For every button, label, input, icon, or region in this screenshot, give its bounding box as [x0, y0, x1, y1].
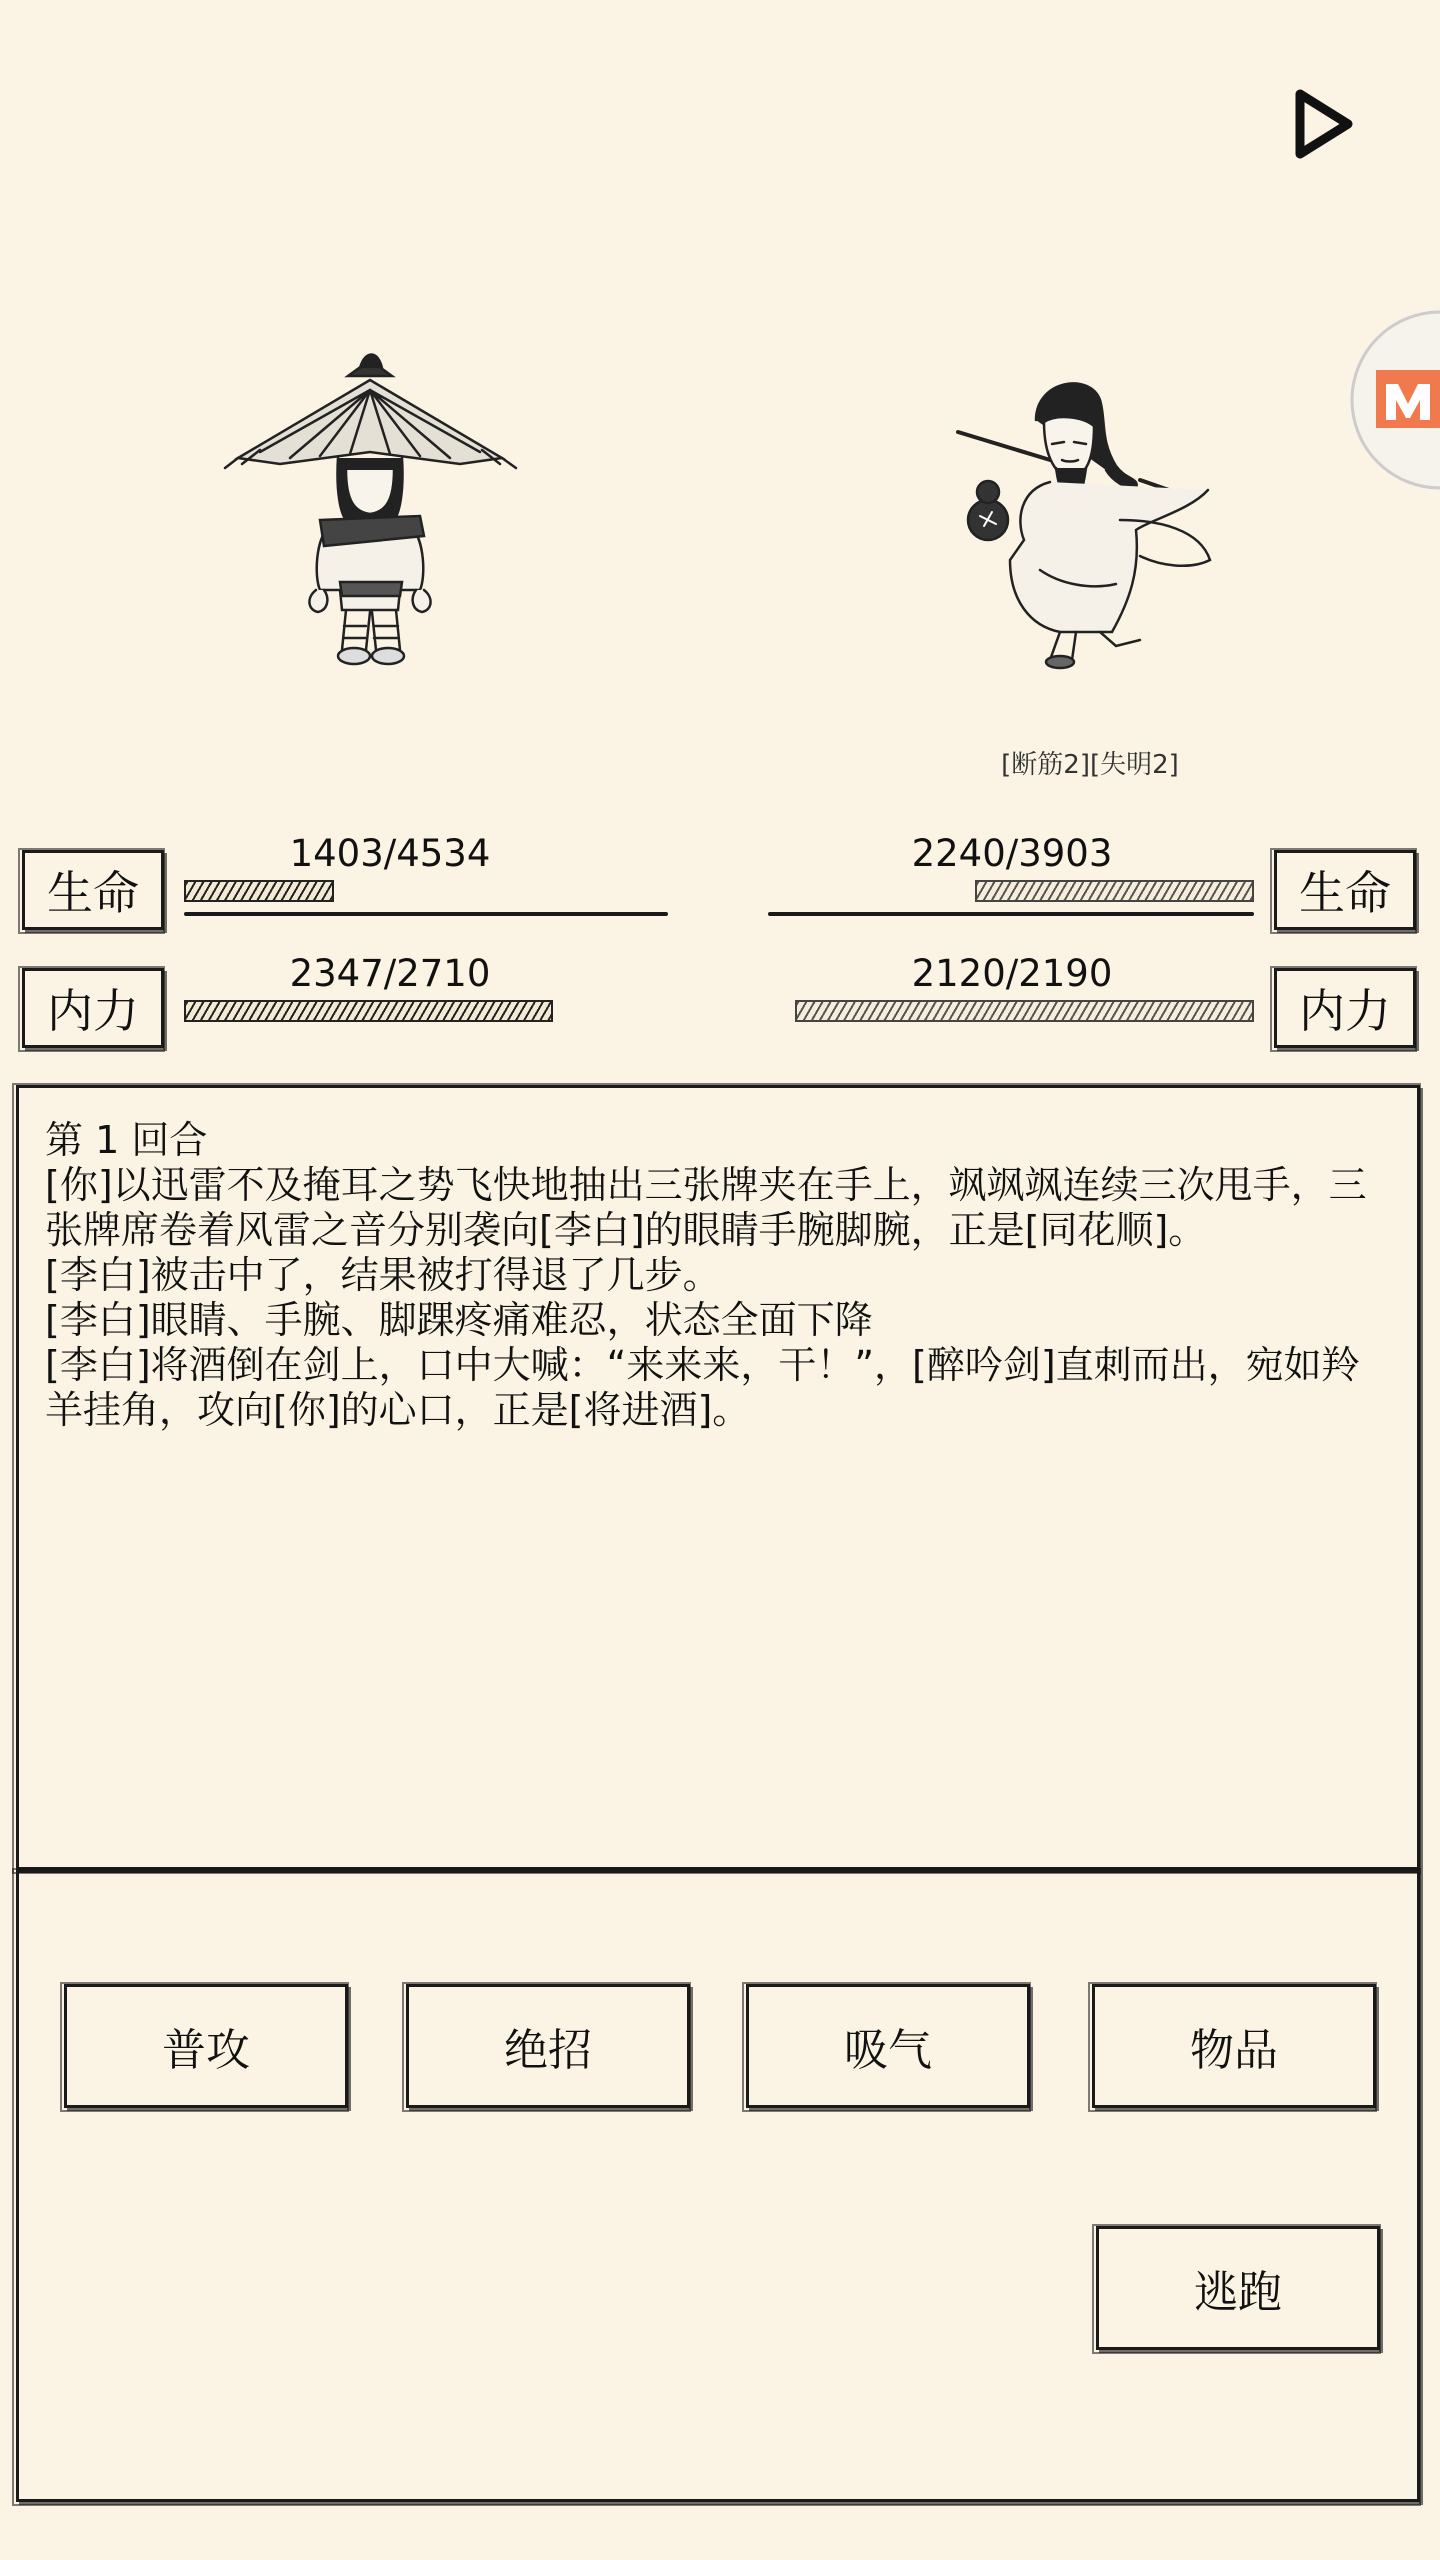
enemy-character — [940, 370, 1240, 670]
player-hp-track — [184, 912, 668, 916]
enemy-mp-value: 2120/2190 — [911, 952, 1113, 995]
player-hp-label: 生命 — [22, 850, 164, 930]
enemy-hp-fill — [975, 880, 1254, 902]
log-line: [李白]被击中了，结果被打得退了几步。 — [45, 1253, 721, 1297]
enemy-mp-fill — [795, 1000, 1254, 1022]
player-hp-fill — [184, 880, 334, 902]
enemy-mp-bar — [780, 1000, 1254, 1022]
items-button[interactable]: 物品 — [1092, 1984, 1376, 2108]
breathe-button[interactable]: 吸气 — [746, 1984, 1030, 2108]
player-mp-value: 2347/2710 — [289, 952, 491, 995]
player-character — [220, 340, 520, 670]
log-line: [李白]眼睛、手腕、脚踝疼痛难忍，状态全面下降 — [45, 1298, 873, 1342]
enemy-hp-value: 2240/3903 — [911, 832, 1113, 875]
action-panel — [16, 1870, 1420, 2502]
attack-button[interactable]: 普攻 — [64, 1984, 348, 2108]
enemy-mp-label: 内力 — [1274, 968, 1416, 1048]
player-mp-bar — [184, 1000, 610, 1022]
battle-log[interactable] — [16, 1085, 1420, 1870]
enemy-status-effects: [断筋2][失明2] — [1001, 750, 1179, 780]
player-mp-fill — [184, 1000, 553, 1022]
log-round-header: 第 1 回合 — [45, 1118, 208, 1162]
player-mp-label: 内力 — [22, 968, 164, 1048]
player-hp-bar — [184, 880, 668, 916]
enemy-hp-track — [768, 912, 1254, 916]
player-hp-value: 1403/4534 — [289, 832, 491, 875]
floating-m-badge[interactable] — [1340, 300, 1440, 500]
enemy-hp-label: 生命 — [1274, 850, 1416, 930]
play-button[interactable] — [1290, 86, 1360, 162]
ultimate-button[interactable]: 绝招 — [406, 1984, 690, 2108]
enemy-hp-bar — [768, 880, 1254, 916]
m-badge-icon — [1340, 300, 1440, 500]
flee-button[interactable]: 逃跑 — [1096, 2226, 1380, 2350]
play-icon — [1290, 86, 1360, 162]
log-line: [李白]将酒倒在剑上，口中大喊：“来来来，干！”，[醉吟剑]直刺而出，宛如羚羊挂角，攻向[你]的心口，正是[将进酒]。 — [45, 1343, 1360, 1432]
log-line: [你]以迅雷不及掩耳之势飞快地抽出三张牌夹在手上，飒飒飒连续三次甩手，三张牌席卷着风雷之音分别袭向[李白]的眼睛手腕脚腕，正是[同花顺]。 — [45, 1163, 1367, 1252]
